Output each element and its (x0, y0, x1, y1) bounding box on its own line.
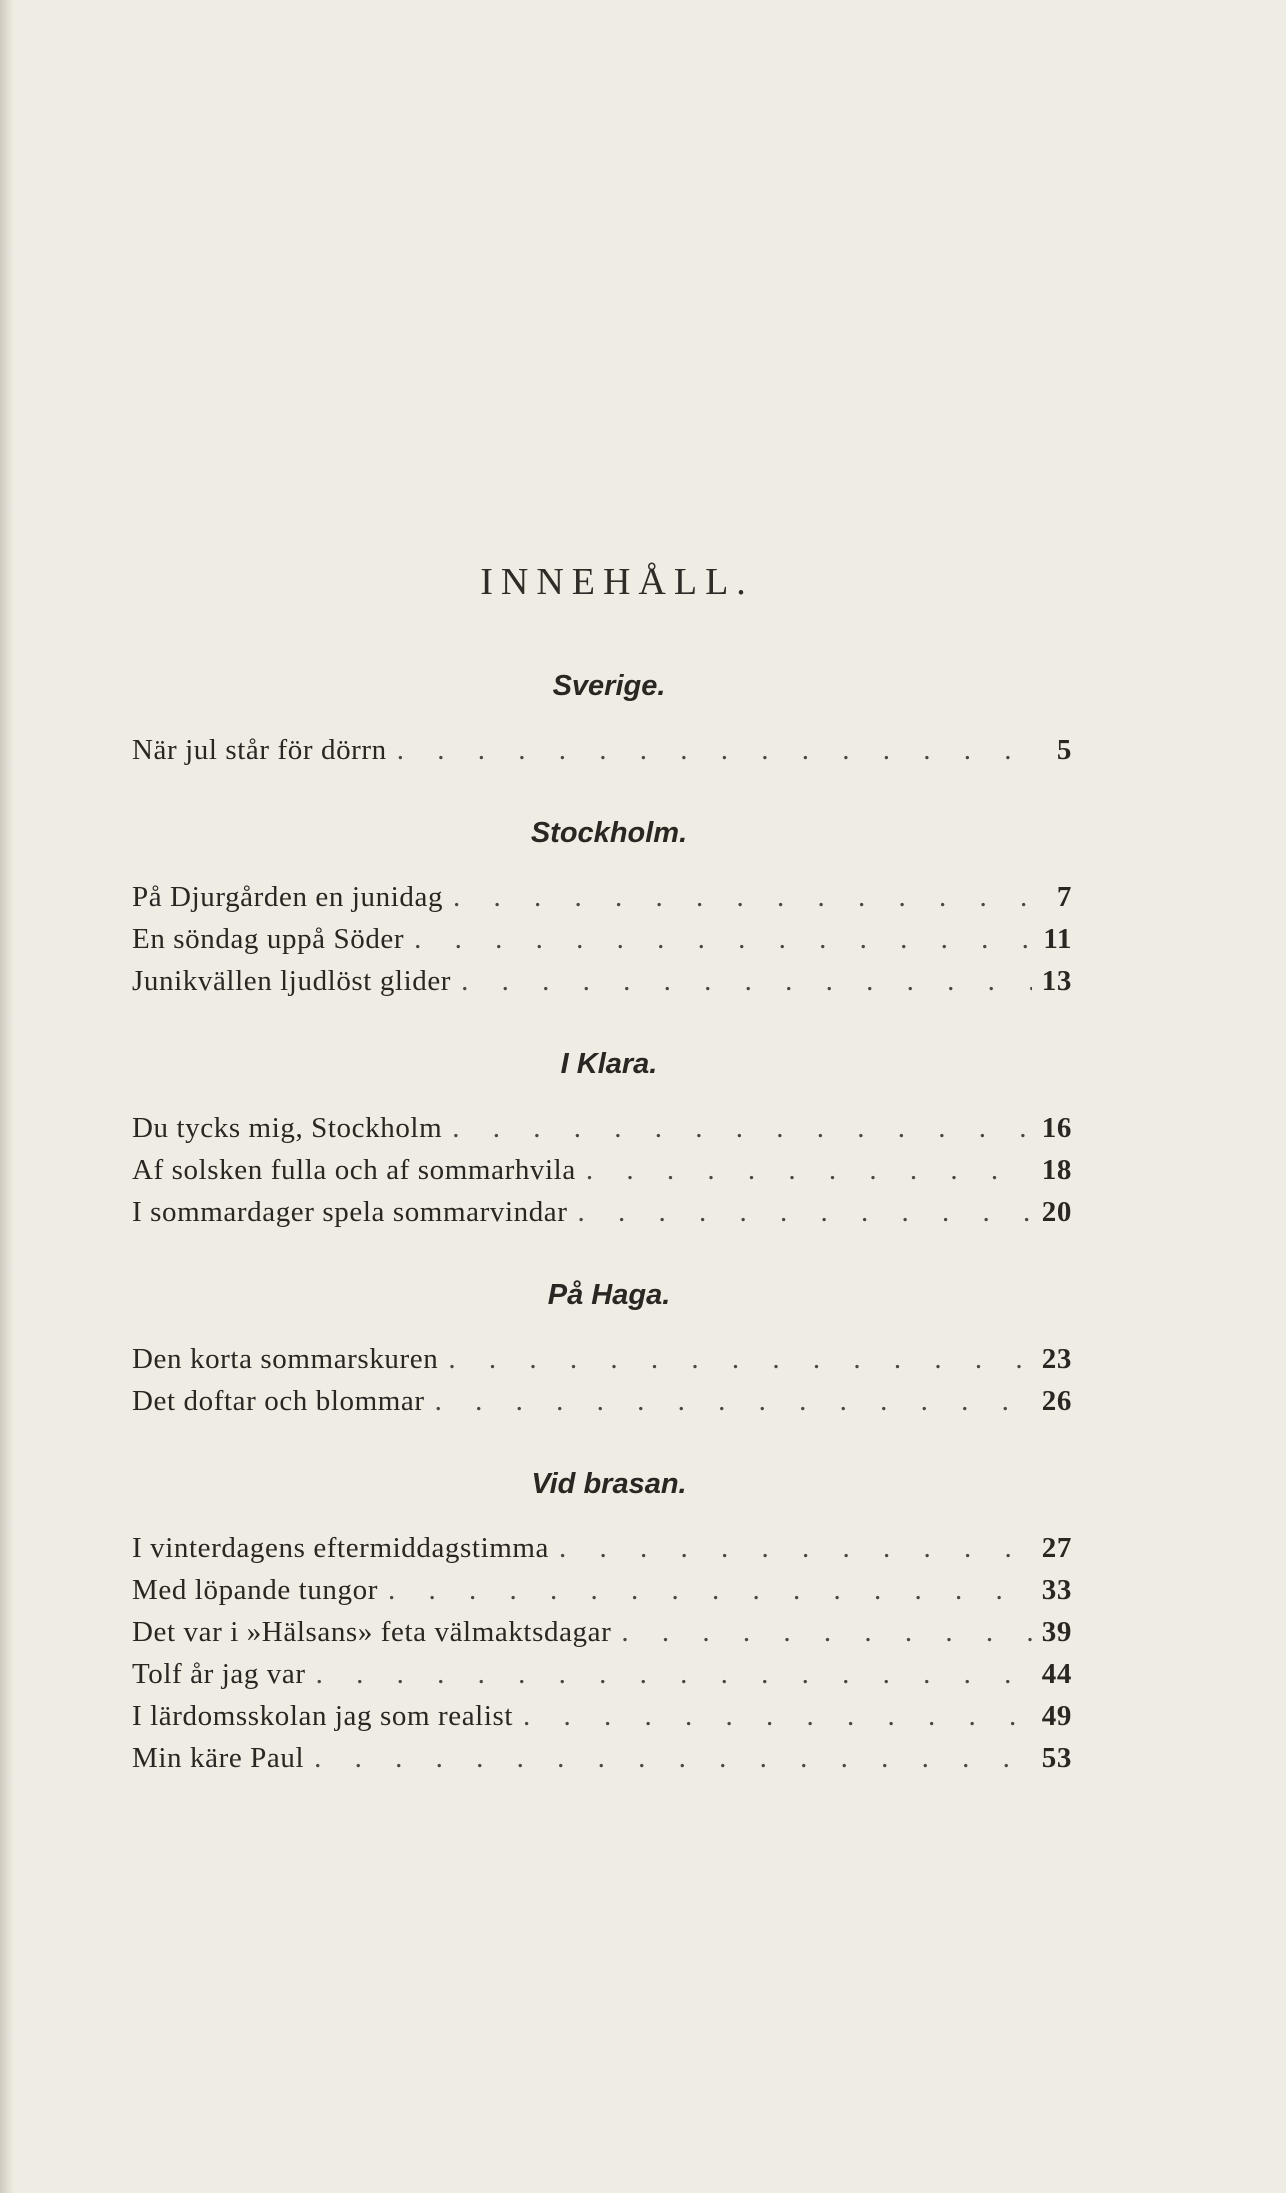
toc-entry (132, 1695, 1072, 1737)
section-heading: På Haga. (547, 1279, 671, 1311)
entry-list (132, 1338, 1072, 1422)
entry-title: I lärdomsskolan jag som realist (132, 1700, 514, 1732)
dot-leader (304, 1737, 1032, 1779)
entry-page-number: 13 (1041, 965, 1072, 997)
entry-title: Med löpande tungor (132, 1574, 378, 1606)
entry-title: Det doftar och blommar (132, 1385, 425, 1417)
entry-title: Junikvällen ljudlöst glider (132, 965, 452, 997)
page-title: INNEHÅLL. (480, 561, 754, 603)
entry-page-number: 11 (1043, 923, 1072, 955)
entry-list (132, 729, 1072, 771)
entry-title: Min käre Paul (132, 1742, 305, 1774)
toc-entry (132, 918, 1072, 960)
page-edge (0, 0, 14, 2193)
entry-page-number: 26 (1041, 1385, 1072, 1417)
dot-leader (443, 876, 1032, 918)
dot-leader (306, 1653, 1032, 1695)
section-sverige (132, 670, 1072, 771)
dot-leader (387, 729, 1032, 771)
dot-leader (442, 1107, 1032, 1149)
entry-page-number: 53 (1041, 1742, 1072, 1774)
toc-entry (132, 1149, 1072, 1191)
toc-entry (132, 1653, 1072, 1695)
entry-page-number: 39 (1041, 1616, 1072, 1648)
entry-page-number: 5 (1056, 734, 1072, 766)
section-vid-brasan (132, 1468, 1072, 1779)
entry-list (132, 876, 1072, 1002)
entry-title: I sommardager spela sommarvindar (132, 1196, 568, 1228)
entry-page-number: 7 (1056, 881, 1072, 913)
toc-entry (132, 1527, 1072, 1569)
dot-leader (576, 1149, 1032, 1191)
toc-entry (132, 729, 1072, 771)
dot-leader (549, 1527, 1032, 1569)
toc-entry (132, 876, 1072, 918)
entry-title: När jul står för dörrn (132, 734, 387, 766)
entry-page-number: 33 (1041, 1574, 1072, 1606)
entry-page-number: 20 (1041, 1196, 1072, 1228)
entry-list (132, 1527, 1072, 1779)
entry-title: Af solsken fulla och af sommarhvila (132, 1154, 576, 1186)
table-of-contents (132, 560, 1072, 1825)
toc-entry (132, 1611, 1072, 1653)
toc-entry (132, 1107, 1072, 1149)
section-pa-haga (132, 1279, 1072, 1422)
dot-leader (513, 1695, 1032, 1737)
entry-page-number: 44 (1041, 1658, 1072, 1690)
dot-leader (568, 1191, 1032, 1233)
toc-entry (132, 1191, 1072, 1233)
section-stockholm (132, 817, 1072, 1002)
entry-page-number: 18 (1041, 1154, 1072, 1186)
toc-entry (132, 1380, 1072, 1422)
dot-leader (404, 918, 1032, 960)
toc-entry (132, 1338, 1072, 1380)
section-heading: Sverige. (552, 670, 666, 702)
entry-list (132, 1107, 1072, 1233)
dot-leader (451, 960, 1032, 1002)
entry-page-number: 49 (1041, 1700, 1072, 1732)
dot-leader (438, 1338, 1032, 1380)
entry-page-number: 27 (1041, 1532, 1072, 1564)
section-heading: Vid brasan. (531, 1468, 687, 1500)
section-heading: Stockholm. (530, 817, 688, 849)
entry-title: Den korta sommarskuren (132, 1343, 439, 1375)
toc-entry (132, 1737, 1072, 1779)
dot-leader (378, 1569, 1032, 1611)
entry-page-number: 16 (1041, 1112, 1072, 1144)
entry-title: Tolf år jag var (132, 1658, 306, 1690)
entry-page-number: 23 (1041, 1343, 1072, 1375)
dot-leader (425, 1380, 1032, 1422)
dot-leader (611, 1611, 1032, 1653)
toc-entry (132, 1569, 1072, 1611)
entry-title: Du tycks mig, Stockholm (132, 1112, 443, 1144)
section-heading: I Klara. (560, 1048, 658, 1080)
toc-entry (132, 960, 1072, 1002)
section-i-klara (132, 1048, 1072, 1233)
entry-title: En söndag uppå Söder (132, 923, 405, 955)
entry-title: I vinterdagens eftermiddagstimma (132, 1532, 550, 1564)
entry-title: På Djurgården en junidag (132, 881, 444, 913)
entry-title: Det var i »Hälsans» feta välmaktsdagar (132, 1616, 612, 1648)
